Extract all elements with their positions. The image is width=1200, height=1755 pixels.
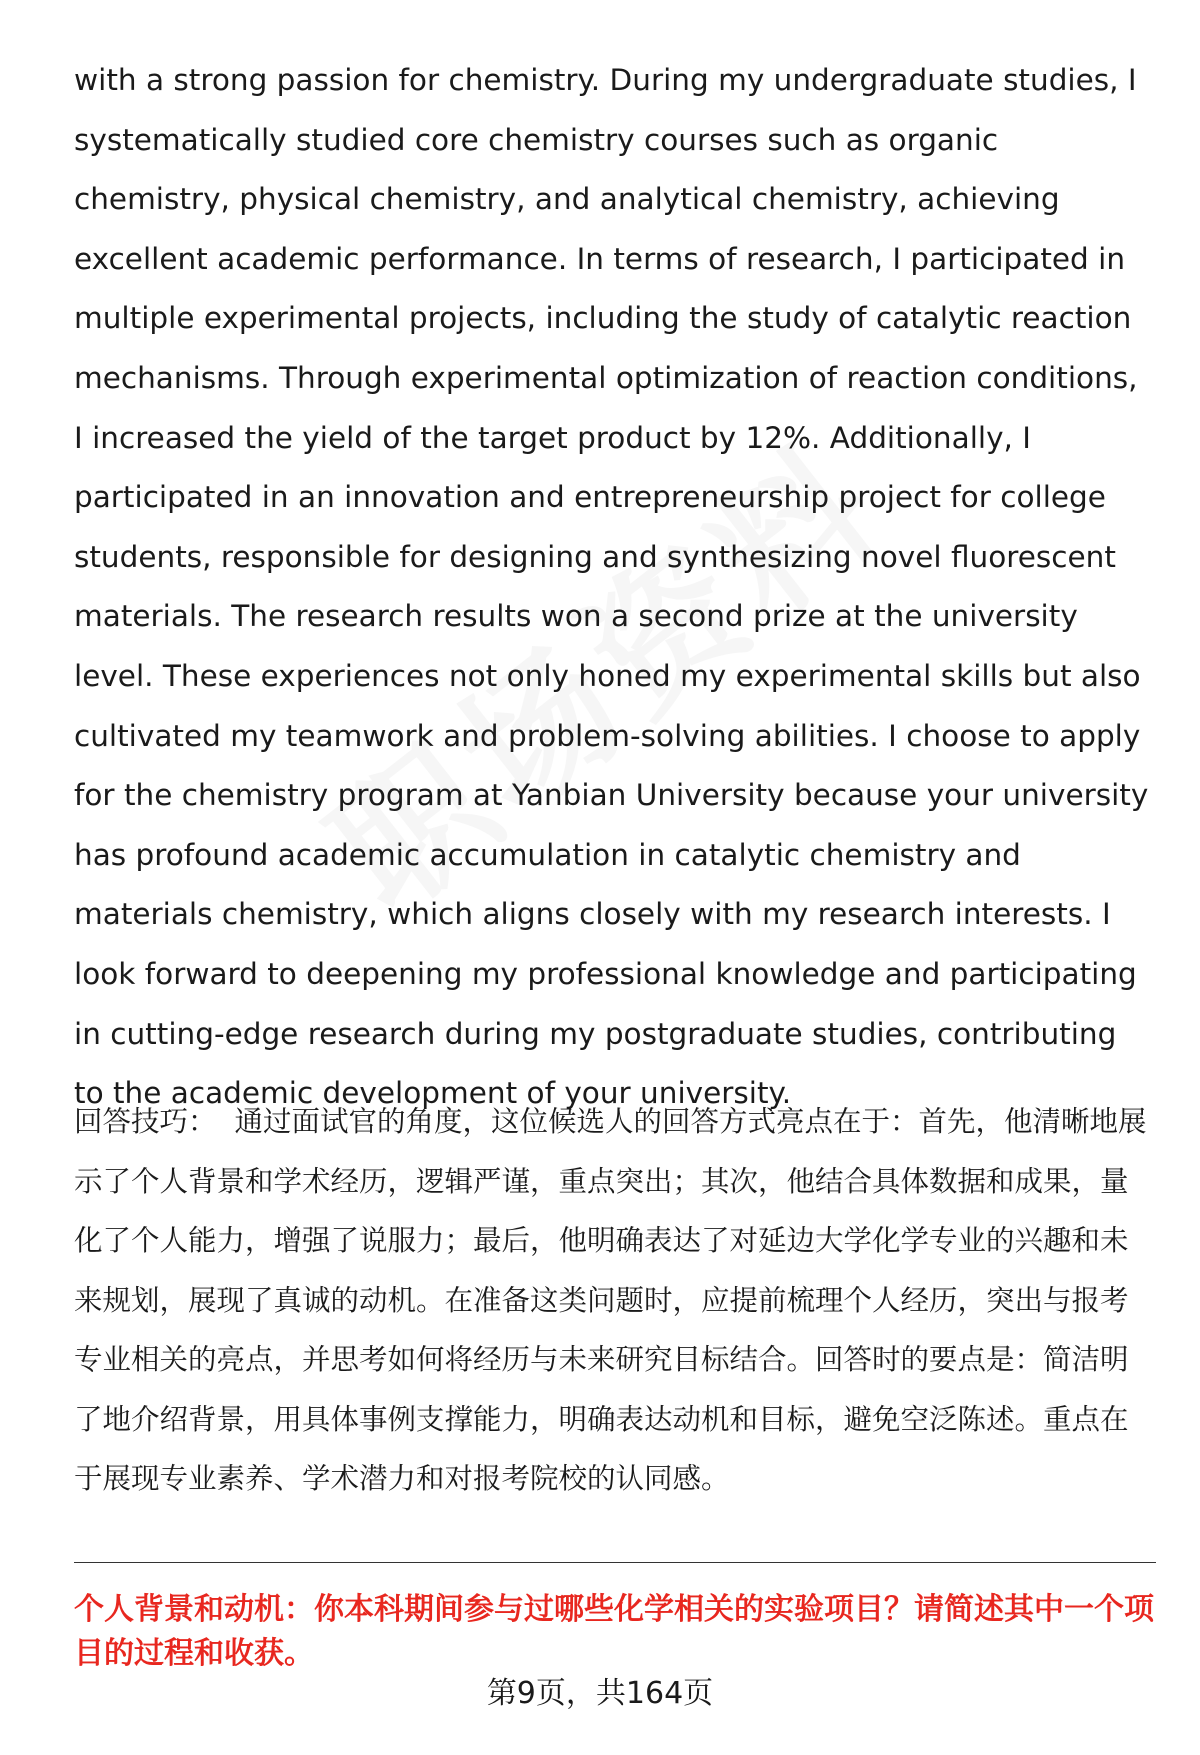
answer-paragraph: with a strong passion for chemistry. During my undergraduate studies, I systematically studied core chemistry courses such as organic chemistry, physical chemistry, and analytical chemistry, achieving excellent academic performance. In terms of research, I participated in multiple experimental projects, including the study of catalytic reaction mechanisms. Through experimental optimization of reaction conditions, I increased the yield of the target product by 12%. Additionally, I participated in an innovation and entrepreneurship project for college students, responsible for designing and synthesizing novel fluorescent materials. The research results won a second prize at the university level. These experiences not only honed my experimental skills but also cultivated my teamwork and problem-solving abilities. I choose to apply for the chemistry program at Yanbian University because your university has profound academic accumulation in catalytic chemistry and materials chemistry, which aligns closely with my research interests. I look forward to deepening my professional knowledge and participating in cutting-edge research during my postgraduate studies, contributing to the academic development of your university. xyxy=(74,63,1149,1111)
page-number-footer: 第9页，共164页 xyxy=(486,1676,714,1711)
section-divider xyxy=(74,1562,1156,1563)
answer-tip-label: 回答技巧： xyxy=(74,1105,217,1138)
answer-tip-text: 通过面试官的角度，这位候选人的回答方式亮点在于：首先，他清晰地展示了个人背景和学术经历，逻辑严谨，重点突出；其次，他结合具体数据和成果，量化了个人能力，增强了说服力；最后，他明确表达了对延边大学化学专业的兴趣和未来规划，展现了真诚的动机。在准备这类问题时，应提前梳理个人经历，突出与报考专业相关的亮点，并思考如何将经历与未来研究目标结合。回答时的要点是：简洁明了地介绍背景，用具体事例支撑能力，明确表达动机和目标，避免空泛陈述。重点在于展现专业素养、学术潜力和对报考院校的认同感。 xyxy=(74,1105,1147,1495)
next-question-heading: 个人背景和动机：你本科期间参与过哪些化学相关的实验项目？请简述其中一个项目的过程和收获。 xyxy=(74,1592,1154,1671)
answer-tip-paragraph xyxy=(74,1092,1154,1509)
